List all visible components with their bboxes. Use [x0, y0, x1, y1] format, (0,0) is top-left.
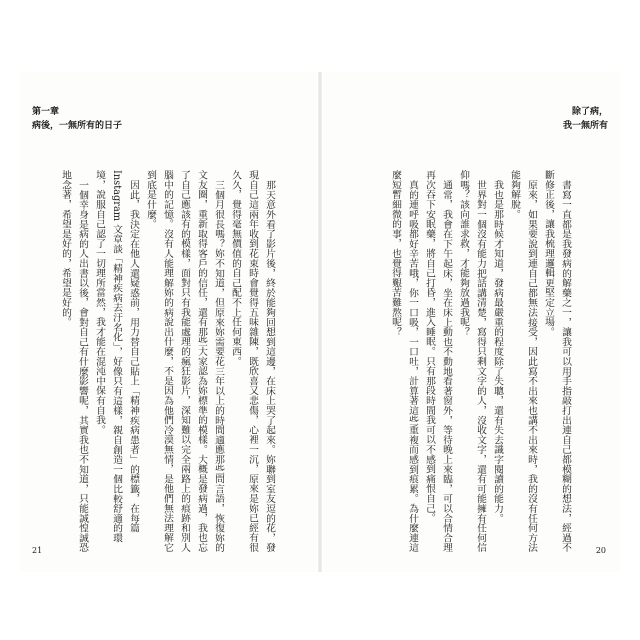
- right-paragraph-4: 世界對一個沒有能力把話講清楚，寫得只剩文字的人，沒收文字，還有可能擁有任何信仰嗎？該向誰求救，才能夠放過我呢？: [458, 170, 486, 553]
- left-paragraph-2: 三個月很長嗎？妳不知道，但原來妳需要花三年以上的時間適應那些問言語，恢復妳的文友圈，重新取得客戶的信任，還有那些大家認為妳標準的模樣。大概是發病過，我也忘了自己應該有的模樣，面對只有我能處理的瘋狂影片，深知難以完全兩路上的痕跡和別人腦中的記憶。沒有人能理解妳的病說出什麼，不是因為他們冷漠無情，是他們無法理解它到底是什麼。: [145, 170, 224, 553]
- left-page-number: 21: [32, 546, 43, 555]
- right-paragraph-6: 真的連呼吸都好辛苦哦，你一口吸，一口吐，計算著這些重複而感到痕累。為什麼連這麼短暫細微的事，也覺得艱苦難熬呢？: [390, 170, 418, 553]
- right-page-number: 20: [595, 546, 606, 555]
- right-paragraph-5: 通常，我會在下午起床，坐在床上動也不動地看著窗外，等待晚上來臨，可以合情合理再次吞下安眠藥，將自己打昏，進入睡眠。只有那段時間我可以不感到痛恨自己。: [424, 170, 452, 553]
- right-running-head-chapter: 除了病，: [571, 107, 608, 117]
- right-running-head-title: 我一無所有: [562, 121, 608, 131]
- right-page: [324, 72, 620, 572]
- right-body-text: [356, 170, 574, 555]
- left-running-head-chapter: 第一章: [32, 107, 60, 117]
- right-paragraph-2: 原來，如果要說到連自己都無法接受，因此寫不出來也講不出來時，我的沒有任何方法能夠解脫。: [509, 170, 537, 553]
- left-running-head: [32, 105, 122, 133]
- left-paragraph-4: 一個幸身是病的人出書以後，會對自己有什麼影響呢，其實我也不知道，只能誠惶誠恐地念著，希望是好的，希望是好的。: [60, 170, 88, 553]
- left-body-text: [60, 170, 278, 555]
- left-page: [20, 72, 316, 572]
- right-paragraph-3: 我也是那時候才知道，發病最嚴重的程度除了失聰，還有失去識字閱讀的能力。: [492, 179, 503, 523]
- right-running-head: [563, 105, 608, 133]
- left-running-head-title: 病後，一無所有的日子: [32, 121, 123, 131]
- left-paragraph-1: 那天意外看了影片後，終於能夠回想到這邊，在床上哭了起來。妳聯到室友逗的花，發現自己這兩年收到花束時會覺得五味雜陳，既欣喜又悲傷，心裡一沉，原來是妳已經有很久久，覺得毫無價值的自己配不上任何東西。: [230, 170, 275, 553]
- left-paragraph-3: 因此，我決定在他人還疑惑前，用力替自己貼上「精神疾病患者」的標籤，在每篇 Instagram 文章談「精神疾病去汙名化」，好像只有這樣，親自創造一個比較舒適的環境，說服自己認了一切理所當然，我才能在混沌中保有自我。: [94, 170, 139, 543]
- page-gutter: [318, 72, 322, 572]
- right-paragraph-1: 書寫一直都是我發病的解藥之一，讓我可以用手指敲打出連自己都模糊的想法，經過不斷修正後，讓我梳理邏輯更堅定立場。: [543, 170, 571, 553]
